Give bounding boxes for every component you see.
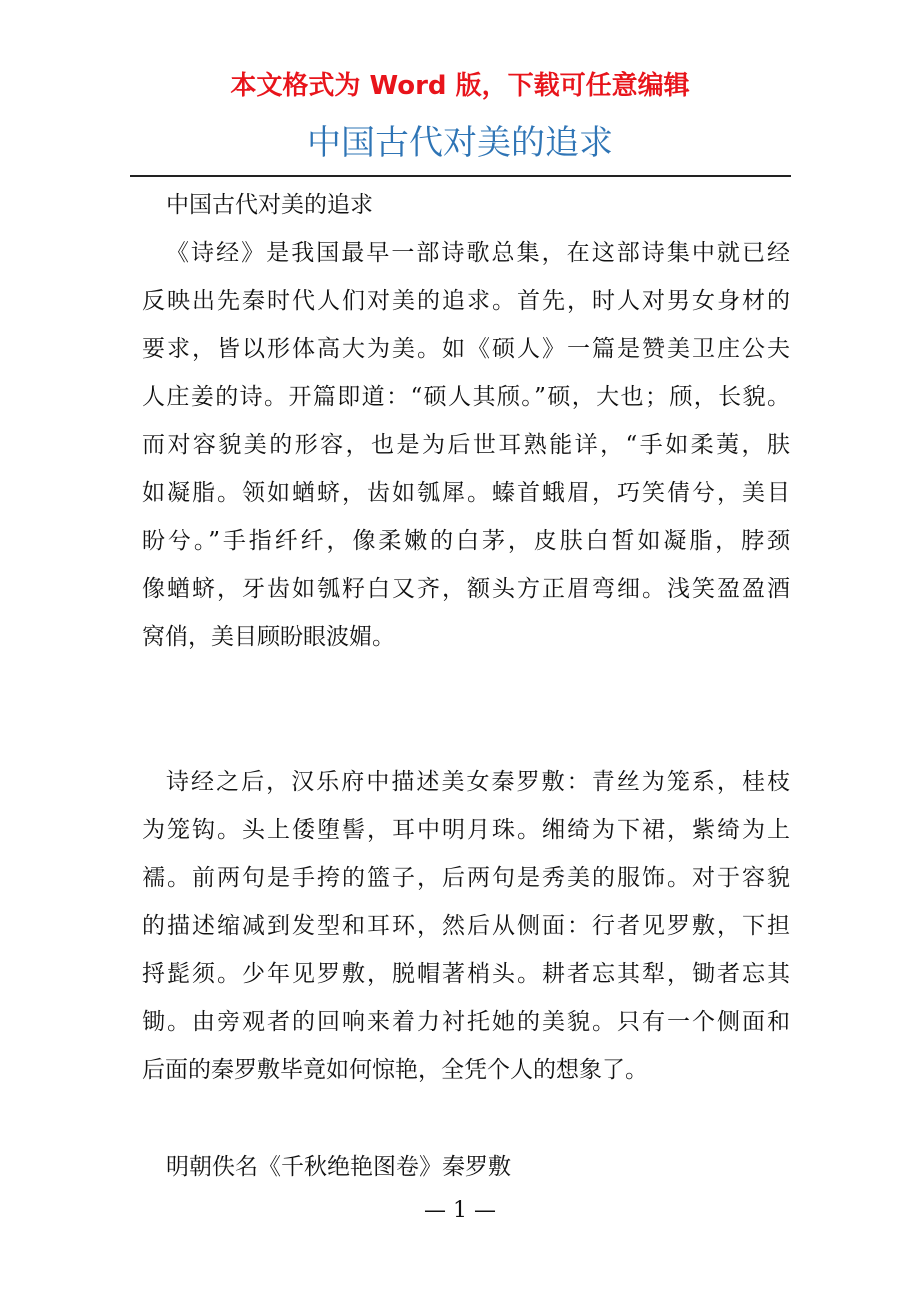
header-divider [130, 175, 791, 177]
paragraph-line: 反映出先秦时代人们对美的追求。首先，时人对男女身材的 [142, 288, 790, 314]
paragraph-line: 锄。由旁观者的回响来着力衬托她的美貌。只有一个侧面和 [142, 1009, 790, 1035]
paragraph-line: 如凝脂。领如蝤蛴，齿如瓠犀。螓首蛾眉，巧笑倩兮，美目 [142, 480, 790, 506]
paragraph-line: 捋髭须。少年见罗敷，脱帽著梢头。耕者忘其犁，锄者忘其 [142, 961, 790, 987]
paragraph-line: 像蝤蛴，牙齿如瓠籽白又齐，额头方正眉弯细。浅笑盈盈酒 [142, 576, 790, 602]
image-caption: 明朝佚名《千秋绝艳图卷》秦罗敷 [166, 1154, 511, 1180]
paragraph-line: 人庄姜的诗。开篇即道：“硕人其颀。”硕，大也；颀，长貌。 [142, 384, 790, 410]
paragraph-line: 的描述缩减到发型和耳环，然后从侧面：行者见罗敷，下担 [142, 913, 790, 939]
paragraph-line: 诗经之后，汉乐府中描述美女秦罗敷：青丝为笼系，桂枝 [166, 769, 790, 795]
document-title: 中国古代对美的追求 [307, 123, 613, 163]
paragraph-line: 盼兮。”手指纤纤，像柔嫩的白茅，皮肤白皙如凝脂，脖颈 [142, 528, 790, 554]
paragraph-line: 而对容貌美的形容，也是为后世耳熟能详，“手如柔荑，肤 [142, 432, 790, 458]
paragraph-line: 后面的秦罗敷毕竟如何惊艳，全凭个人的想象了。 [142, 1057, 648, 1083]
page-number: — 1 — [424, 1198, 496, 1223]
paragraph-line: 襦。前两句是手挎的篮子，后两句是秀美的服饰。对于容貌 [142, 865, 790, 891]
paragraph-line: 为笼钩。头上倭堕髻，耳中明月珠。缃绮为下裙，紫绮为上 [142, 817, 790, 843]
paragraph-line: 要求，皆以形体高大为美。如《硕人》一篇是赞美卫庄公夫 [142, 336, 790, 362]
paragraph-line: 《诗经》是我国最早一部诗歌总集，在这部诗集中就已经 [166, 240, 790, 266]
download-banner: 本文格式为 Word 版，下载可任意编辑 [230, 71, 690, 101]
subtitle: 中国古代对美的追求 [166, 192, 373, 218]
paragraph-line: 窝俏，美目顾盼眼波媚。 [142, 624, 395, 650]
